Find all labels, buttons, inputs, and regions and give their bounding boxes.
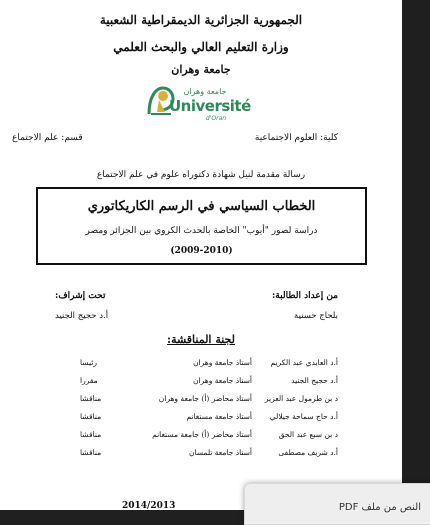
member-name: أ.د حجيج الجنيد [291, 376, 338, 385]
member-role: مناقشا [80, 430, 102, 439]
student-name: بلحاج حسنية [294, 311, 338, 321]
thesis-title: الخطاب السياسي في الرسم الكاريكاتوري [87, 199, 316, 214]
academic-year: 2014/2013 [122, 501, 176, 510]
committee-member [0, 376, 402, 390]
member-name: أ.د العابدي عبد الكريم [270, 358, 338, 367]
supervisor-name: أ.د حجيج الجنيد [55, 311, 109, 321]
member-role: رئيسا [80, 358, 97, 367]
committee-member [0, 448, 402, 462]
university-heading: جامعة وهران [171, 63, 231, 76]
logo-name-text: Université [169, 97, 251, 115]
member-role: مناقشا [80, 412, 102, 421]
viewer-sidebar [402, 0, 430, 510]
logo-arabic-text: جامعة وهران [183, 87, 227, 96]
ministry-heading: وزارة التعليم العالي والبحث العلمي [113, 40, 289, 54]
university-logo [147, 84, 251, 130]
member-name: أ.د شريف مصطفى [278, 448, 338, 457]
member-name: د بن سبع عبد الحق [278, 430, 338, 439]
member-role: مناقشا [80, 448, 102, 457]
member-role: مناقشا [80, 394, 102, 403]
supervisor-label: تحت إشراف: [55, 291, 106, 301]
member-rank: أستاذ جامعة مستغانم [186, 412, 252, 421]
logo-sub-text: d'Oran [205, 115, 227, 122]
thesis-subtitle: دراسة لصور "أيوب" الخاصة بالحدث الكروي بين الجزائر ومصر [85, 226, 318, 236]
department-label: قسم: علم الاجتماع [12, 133, 83, 143]
member-rank: أستاذ جامعة تلمسان [189, 448, 252, 457]
committee-member [0, 394, 402, 408]
republic-heading: الجمهورية الجزائرية الديمقراطية الشعبية [99, 13, 303, 27]
pdf-text-toast[interactable] [244, 483, 430, 525]
member-name: د بن طرمول عبد العزيز [264, 394, 338, 403]
member-name: أ.د حاج سماحة جيلالي [269, 412, 338, 421]
member-rank: أستاذ محاضر (أ) جامعة وهران [158, 394, 252, 403]
committee-member [0, 358, 402, 372]
thesis-purpose: رسالة مقدمة لنيل شهادة دكتوراه علوم في علم الاجتماع [96, 170, 306, 180]
thesis-years: (2009-2010) [170, 246, 233, 256]
committee-heading: لجنة المناقشة: [167, 333, 235, 346]
title-box [36, 187, 367, 265]
faculty-label: كلية: العلوم الاجتماعية [254, 133, 338, 143]
prepared-by-label: من إعداد الطالبة: [271, 291, 338, 301]
committee-member [0, 412, 402, 426]
member-role: مقررا [80, 376, 98, 385]
member-rank: أستاذ جامعة وهران [193, 358, 252, 367]
member-rank: أستاذ محاضر (أ) جامعة مستغانم [152, 430, 252, 439]
member-rank: أستاذ جامعة وهران [193, 376, 252, 385]
toast-text: النص من ملف PDF [338, 502, 421, 513]
committee-member [0, 430, 402, 444]
